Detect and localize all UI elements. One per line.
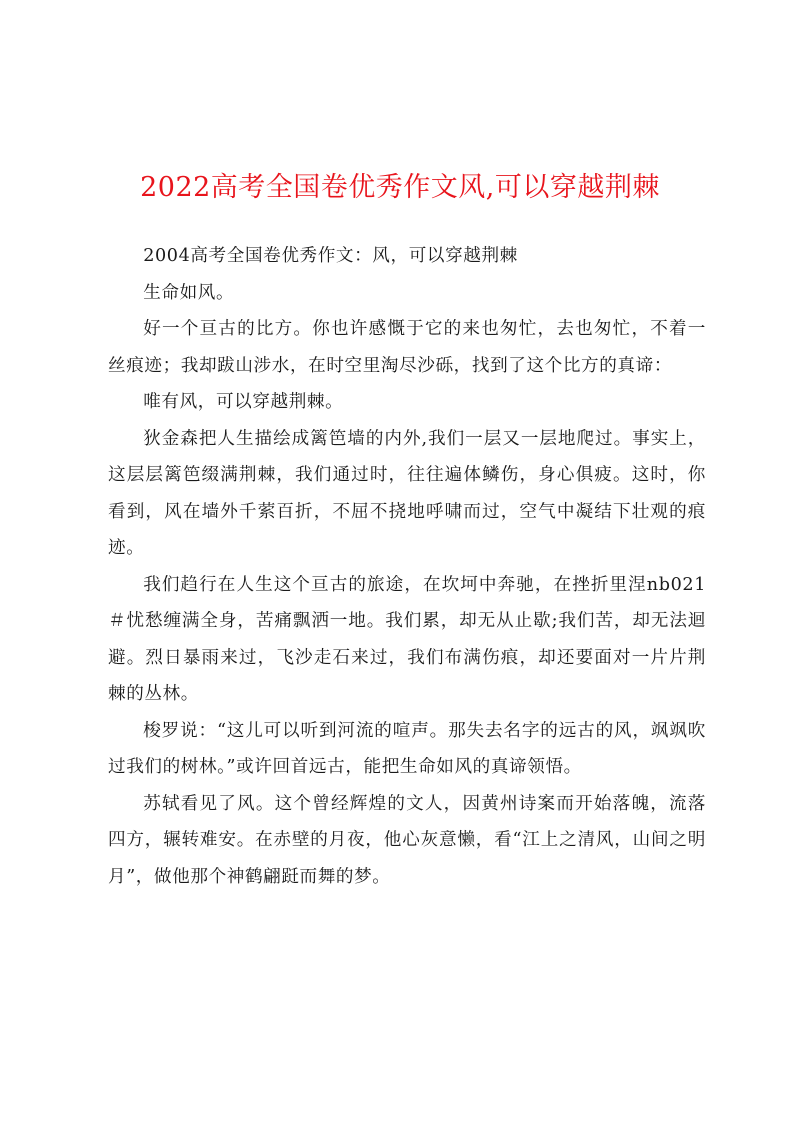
paragraph-subtitle: 2004高考全国卷优秀作文：风，可以穿越荆棘 [143, 246, 518, 266]
paragraph: 唯有风，可以穿越荆棘。 [143, 392, 344, 412]
paragraph: 梭罗说：“这儿可以听到河流的喧声。那失去名字的远古的风，飒飒吹过我们的树林。”或许回首远古，能把生命如风的真谛领悟。 [108, 720, 706, 777]
paragraph: 苏轼看见了风。这个曾经辉煌的文人，因黄州诗案而开始落魄，流落四方，辗转难安。在赤壁的月夜，他心灰意懒，看“江上之清风，山间之明月”，做他那个神鹤翩跹而舞的梦。 [108, 793, 706, 887]
paragraph: 生命如风。 [143, 282, 235, 303]
document-body [108, 238, 706, 895]
paragraph: 我们趋行在人生这个亘古的旅途，在坎坷中奔驰，在挫折里涅nb021＃忧愁缠满全身，苦痛飘洒一地。我们累，却无从止歇;我们苦，却无法迴避。烈日暴雨来过，飞沙走石来过，我们布满伤痕，却还要面对一片片荆棘的丛林。 [108, 574, 706, 704]
paragraph: 好一个亘古的比方。你也许感慨于它的来也匆忙，去也匆忙，不着一丝痕迹；我却跋山涉水，在时空里淘尽沙砾，找到了这个比方的真谛： [108, 319, 706, 376]
paragraph: 狄金森把人生描绘成篱笆墙的内外,我们一层又一层地爬过。事实上，这层层篱笆缀满荆棘，我们通过时，往往遍体鳞伤，身心俱疲。这时，你看到，风在墙外千萦百折，不屈不挠地呼啸而过，空气中凝结下壮观的痕迹。 [108, 428, 706, 558]
document-title: 2022高考全国卷优秀作文风,可以穿越荆棘 [140, 172, 660, 203]
